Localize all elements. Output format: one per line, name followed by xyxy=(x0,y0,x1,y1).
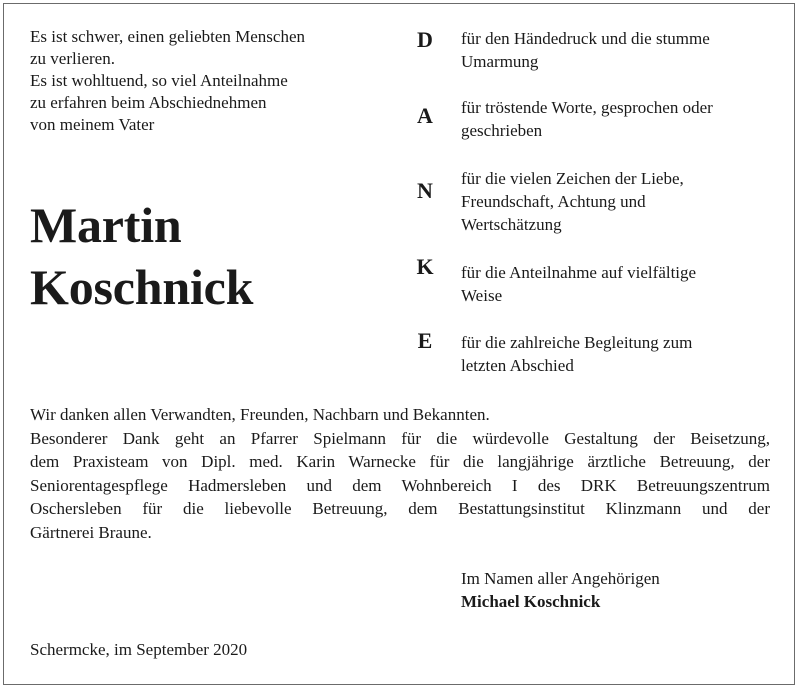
danke-item-line: für die vielen Zeichen der Liebe, xyxy=(461,169,684,188)
danke-item-n xyxy=(461,167,781,236)
paragraph-line: Wir danken allen Verwandten, Freunden, Nachbarn und Bekannten. xyxy=(30,405,490,424)
intro-line: Es ist schwer, einen geliebten Menschen xyxy=(30,27,306,46)
danke-item-line: für die Anteilnahme auf vielfältige xyxy=(461,263,697,282)
danke-item-line: für tröstende Worte, gesprochen oder xyxy=(461,98,713,117)
danke-item-k xyxy=(461,261,781,307)
signer-name: Michael Koschnick xyxy=(461,592,601,611)
signature-line: Im Namen aller Angehörigen xyxy=(461,569,660,588)
danke-letter-n: N xyxy=(417,178,433,203)
danke-item-line: für den Händedruck und die stumme xyxy=(461,29,710,48)
danke-letter-d: D xyxy=(417,27,433,52)
danke-item-line: letzten Abschied xyxy=(461,356,574,375)
danke-item-line: Wertschätzung xyxy=(461,215,562,234)
thanks-paragraph xyxy=(30,403,770,544)
danke-item-d xyxy=(461,27,781,73)
danke-letter-a: A xyxy=(417,103,433,128)
intro-text xyxy=(30,26,370,136)
paragraph-line: Besonderer Dank geht an Pfarrer Spielmann für die würdevolle Gestaltung der Beisetzung, xyxy=(30,428,770,448)
paragraph-line: dem Praxisteam von Dipl. med. Karin Warnecke für die langjährige ärztliche Betreuung, der xyxy=(30,452,770,471)
intro-line: Es ist wohltuend, so viel Anteilnahme xyxy=(30,71,288,90)
danke-letter-e: E xyxy=(417,328,433,353)
intro-line: von meinem Vater xyxy=(30,115,155,134)
paragraph-line: Oschersleben für die liebevolle Betreuung, dem Bestattungsinstitut Klinzmann und der xyxy=(30,499,770,518)
danke-letter-k: K xyxy=(416,254,434,279)
danke-item-line: Weise xyxy=(461,286,503,305)
danke-item-e xyxy=(461,331,781,377)
paragraph-line: Seniorentagespflege Hadmersleben und dem Wohnbereich I des DRK Betreuungszentrum xyxy=(30,475,770,495)
danke-item-line: Freundschaft, Achtung und xyxy=(461,192,646,211)
danke-item-a xyxy=(461,96,781,142)
signature-block xyxy=(461,567,660,613)
paragraph-line: Gärtnerei Braune. xyxy=(30,522,152,542)
deceased-last-name: Koschnick xyxy=(30,259,254,315)
danke-item-line: geschrieben xyxy=(461,121,543,140)
place-date: Schermcke, im September 2020 xyxy=(30,640,248,659)
intro-line: zu verlieren. xyxy=(30,49,115,68)
deceased-first-name: Martin xyxy=(30,197,182,253)
danke-item-line: für die zahlreiche Begleitung zum xyxy=(461,333,693,352)
deceased-name xyxy=(30,194,253,318)
danke-item-line: Umarmung xyxy=(461,52,539,71)
intro-line: zu erfahren beim Abschiednehmen xyxy=(30,93,267,112)
